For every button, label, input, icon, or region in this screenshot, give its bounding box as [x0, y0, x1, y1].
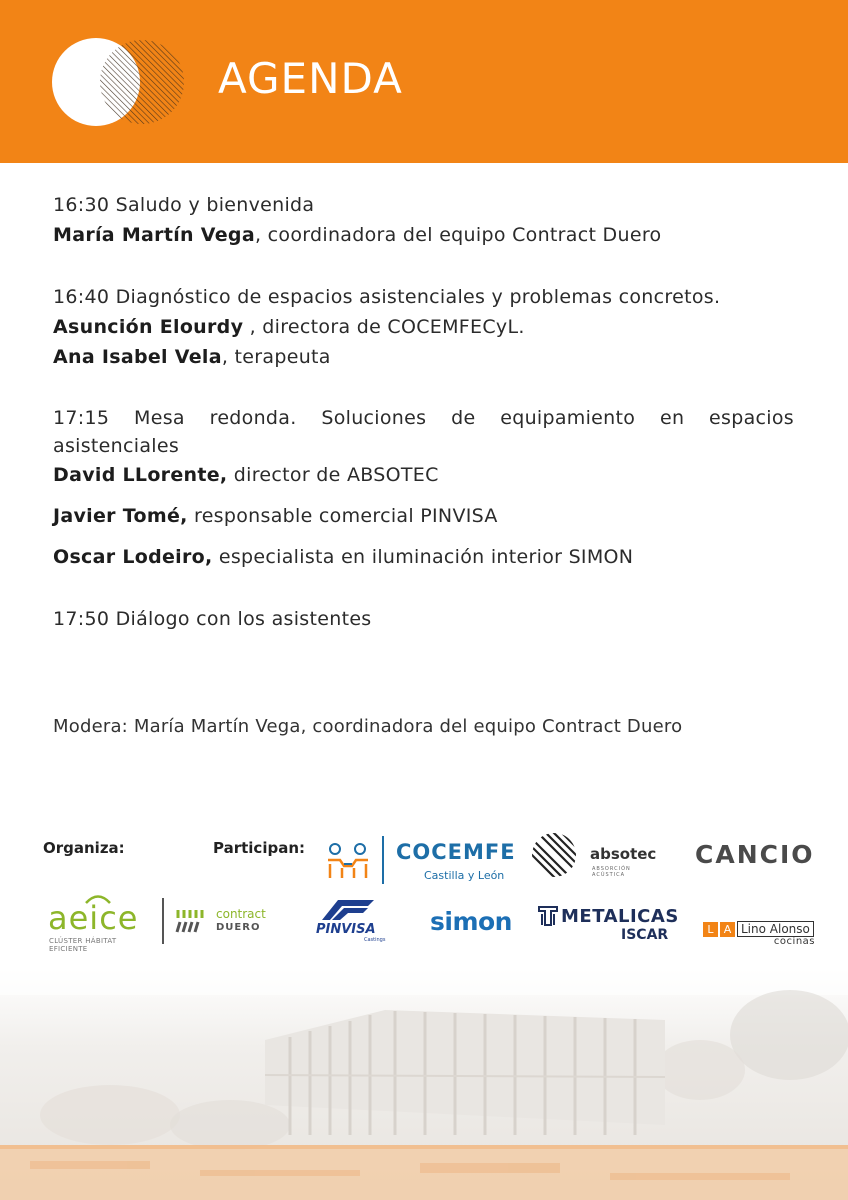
agenda-item — [53, 604, 794, 634]
speaker-name: Javier Tomé, — [53, 505, 188, 527]
speaker-role: director de ABSOTEC — [227, 464, 439, 486]
moderator-text: Modera: María Martín Vega, coordinadora del equipo Contract Duero — [53, 716, 683, 737]
absotec-logo — [530, 831, 660, 881]
agenda-circles-logo — [50, 36, 190, 128]
cancio-logo: CANCIO — [695, 840, 815, 869]
building-photo-background — [0, 965, 848, 1200]
lino-alonso-logo — [703, 918, 823, 952]
speaker-role: , directora de COCEMFECyL. — [243, 316, 525, 338]
speaker-line — [53, 312, 794, 342]
speaker-role: , terapeuta — [221, 346, 331, 368]
page-title: AGENDA — [218, 54, 403, 103]
speaker-role: responsable comercial PINVISA — [187, 505, 498, 527]
contract-line1: contract — [216, 907, 266, 921]
aeice-sub: CLÚSTER HÁBITAT EFICIENTE — [49, 937, 117, 953]
speaker-name: Oscar Lodeiro, — [53, 546, 213, 568]
lino-letter-a: A — [720, 922, 735, 937]
agenda-time-text: 17:50 Diálogo con los asistentes — [53, 608, 372, 630]
absotec-mark-icon — [530, 831, 578, 879]
speaker-name: Ana Isabel Vela — [53, 346, 222, 368]
speaker-line — [53, 542, 794, 572]
metalicas-line1: METALICAS — [561, 906, 679, 927]
absotec-name: absotec — [590, 845, 657, 863]
speaker-role: especialista en iluminación interior SIMON — [212, 546, 634, 568]
aeice-name: aeice — [48, 899, 139, 937]
contract-line2: DUERO — [216, 922, 261, 933]
pinvisa-wings-icon — [318, 898, 378, 922]
speaker-line — [53, 501, 794, 531]
speaker-role: , coordinadora del equipo Contract Duero — [254, 224, 662, 246]
metalicas-mark-icon — [537, 905, 559, 927]
aeice-logo — [48, 892, 148, 953]
speaker-name: Asunción Elourdy — [53, 316, 244, 338]
agenda-item — [53, 282, 794, 372]
pinvisa-logo — [312, 898, 392, 944]
speaker-line — [53, 342, 794, 372]
absotec-sub: ABSORCIÓN ACÚSTICA — [592, 866, 631, 878]
lino-sub: cocinas — [773, 936, 815, 947]
metalicas-line2: ISCAR — [621, 927, 669, 943]
agenda-item — [53, 404, 794, 572]
pinvisa-name: PINVISA — [316, 922, 376, 937]
pinvisa-sub: Castings — [364, 937, 386, 943]
speaker-name: David LLorente, — [53, 464, 228, 486]
header-banner — [0, 0, 848, 163]
agenda-item — [53, 190, 794, 250]
agenda-list — [53, 190, 794, 634]
simon-logo: simon — [430, 907, 512, 936]
lino-letter-l: L — [703, 922, 718, 937]
logo-divider — [162, 898, 164, 944]
speaker-line — [53, 220, 794, 250]
agenda-time-text: 17:15 Mesa redonda. Soluciones de equipamiento en espacios asistenciales — [53, 407, 794, 457]
participan-label: Participan: — [213, 839, 305, 857]
contract-bars-icon — [174, 906, 212, 934]
people-table-icon — [322, 840, 374, 882]
lino-name: Lino Alonso — [737, 921, 814, 937]
metalicas-iscar-logo — [537, 903, 677, 945]
agenda-time-text: 16:40 Diagnóstico de espacios asistenciales y problemas concretos. — [53, 286, 721, 308]
contract-duero-logo — [174, 902, 284, 942]
cocemfe-logo — [322, 836, 516, 886]
cocemfe-name: COCEMFE — [396, 840, 516, 864]
speaker-name: María Martín Vega — [53, 224, 255, 246]
organiza-label: Organiza: — [43, 839, 125, 857]
agenda-time-text: 16:30 Saludo y bienvenida — [53, 194, 315, 216]
divider — [382, 836, 384, 884]
cocemfe-sub: Castilla y León — [424, 869, 505, 882]
speaker-line — [53, 460, 794, 490]
